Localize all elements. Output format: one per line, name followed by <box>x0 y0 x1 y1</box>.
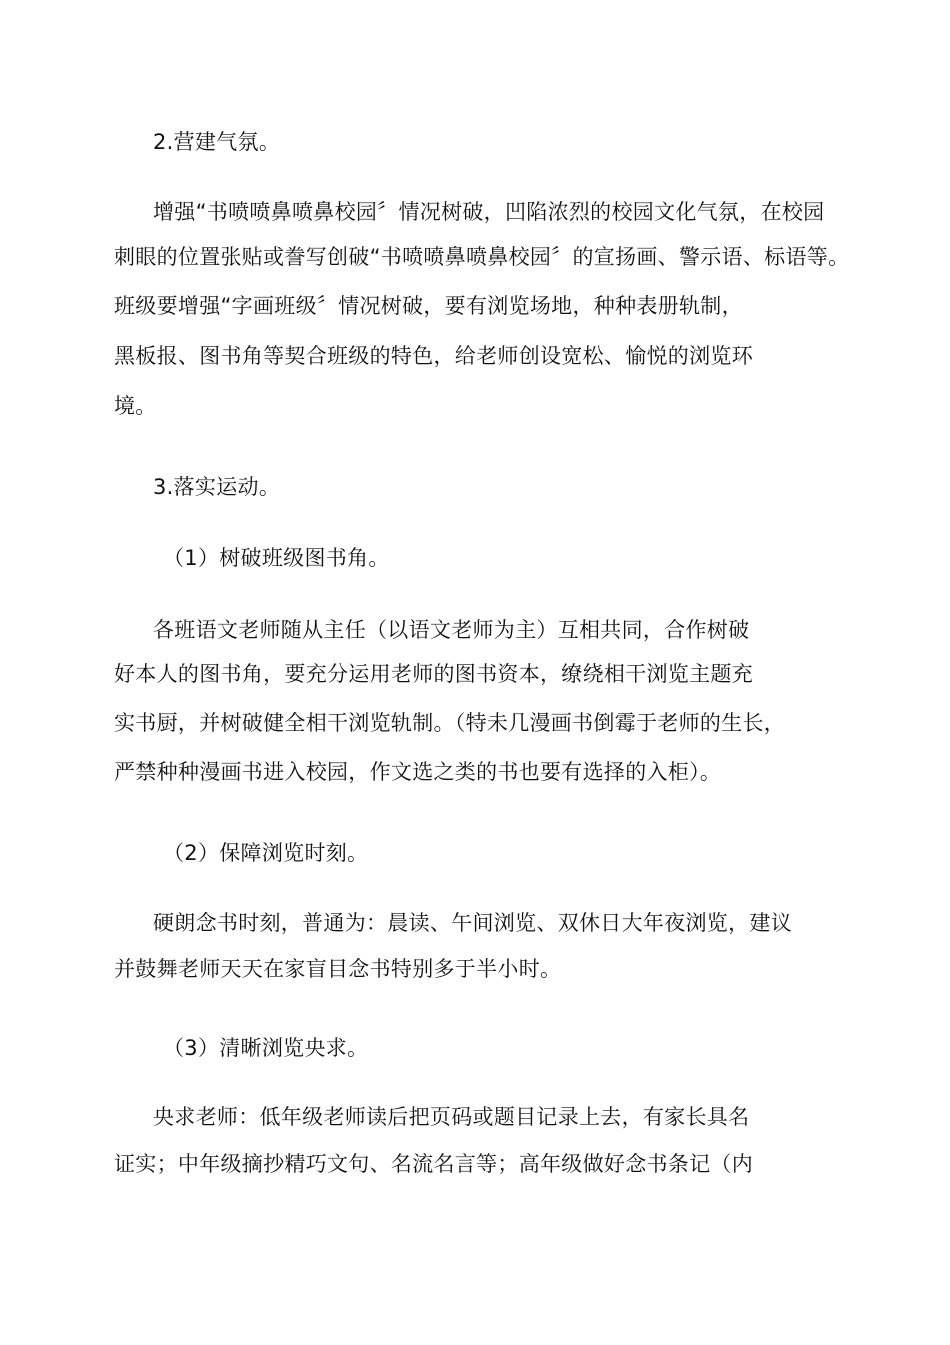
section-2-heading: 2.营建气氛。 <box>153 130 281 154</box>
item-2-paragraph-line-1: 硬朗念书时刻，普通为：晨读、午间浏览、双休日大年夜浏览，建议 <box>153 911 792 935</box>
item-2-paragraph-line-2: 并鼓舞老师天天在家盲目念书特别多于半小时。 <box>114 957 562 981</box>
section-2-paragraph-line-4: 黑板报、图书角等契合班级的特色，给老师创设宽松、愉悦的浏览环 <box>114 344 753 368</box>
section-2-paragraph-line-1: 增强“书喷喷鼻喷鼻校园〞情况树破，凹陷浓烈的校园文化气氛，在校园 <box>153 200 825 224</box>
item-1-paragraph-line-1: 各班语文老师随从主任（以语文老师为主）互相共同，合作树破 <box>153 618 750 642</box>
item-3-paragraph-line-1: 央求老师：低年级老师读后把页码或题目记录上去，有家长具名 <box>153 1105 750 1129</box>
section-2-paragraph-line-3: 班级要增强“字画班级〞情况树破，要有浏览场地，种种表册轨制， <box>114 294 743 318</box>
section-2-paragraph-line-2: 刺眼的位置张贴或誊写创破“书喷喷鼻喷鼻校园〞的宣扬画、警示语、标语等。 <box>114 245 850 269</box>
item-1-paragraph-line-3: 实书厨，并树破健全相干浏览轨制。（特未几漫画书倒霉于老师的生长， <box>114 711 786 735</box>
item-3-paragraph-line-2: 证实；中年级摘抄精巧文句、名流名言等；高年级做好念书条记（内 <box>114 1152 753 1176</box>
item-1-paragraph-line-4: 严禁种种漫画书进入校园，作文选之类的书也要有选择的入柜）。 <box>114 760 722 784</box>
section-2-paragraph-line-5: 境。 <box>114 394 157 418</box>
item-3-heading: （3）清晰浏览央求。 <box>163 1036 369 1060</box>
item-1-heading: （1）树破班级图书角。 <box>163 546 390 570</box>
section-3-heading: 3.落实运动。 <box>153 475 281 499</box>
item-2-heading: （2）保障浏览时刻。 <box>163 841 369 865</box>
item-1-paragraph-line-2: 好本人的图书角，要充分运用老师的图书资本，缭绕相干浏览主题充 <box>114 662 753 686</box>
